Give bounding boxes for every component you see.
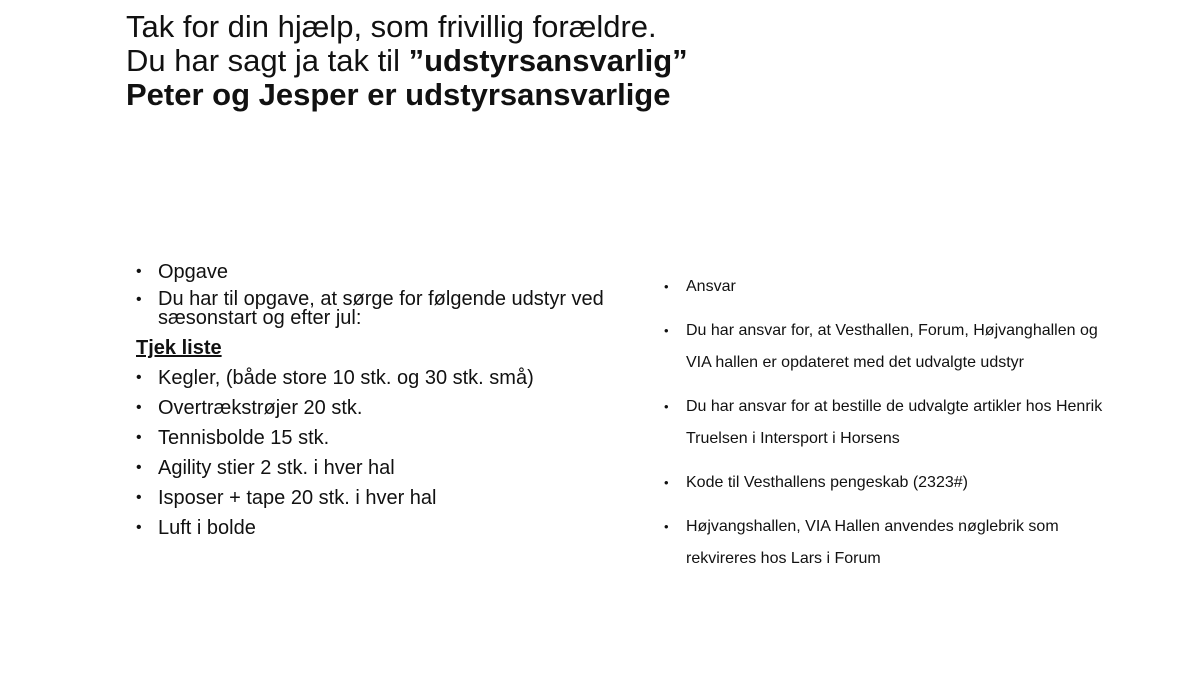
title-line-1: Tak for din hjælp, som frivillig forældre.: [126, 9, 657, 44]
checklist-item-text: Agility stier 2 stk. i hver hal: [158, 457, 395, 479]
bullet-icon: •: [664, 399, 669, 414]
title-role-name: ”udstyrsansvarlig”: [408, 43, 688, 78]
responsibility-item-text: Ansvar: [686, 278, 736, 295]
responsibility-item-text: Du har ansvar for, at Vesthallen, Forum, Højvanghallen og VIA hallen er opdateret med det udvalgte udstyr: [686, 322, 1098, 371]
checklist: [136, 366, 636, 540]
bullet-icon: •: [136, 369, 142, 386]
responsibility-item-text: Højvangshallen, VIA Hallen anvendes nøglebrik som rekvireres hos Lars i Forum: [686, 518, 1059, 567]
responsibility-item: [664, 315, 1104, 379]
list-item-text: Du har til opgave, at sørge for følgende udstyr ved sæsonstart og efter jul:: [158, 288, 604, 329]
checklist-item: [136, 486, 636, 510]
bullet-icon: •: [136, 399, 142, 416]
bullet-icon: •: [136, 291, 142, 308]
bullet-icon: •: [136, 519, 142, 536]
task-column: [136, 260, 636, 546]
title-line-3: Peter og Jesper er udstyrsansvarlige: [126, 77, 671, 112]
bullet-icon: •: [136, 459, 142, 476]
checklist-item: [136, 516, 636, 540]
list-item: [136, 290, 636, 328]
bullet-icon: •: [136, 429, 142, 446]
responsibility-item-text: Du har ansvar for at bestille de udvalgte artikler hos Henrik Truelsen i Intersport i Horsens: [686, 398, 1103, 447]
responsibility-item: [664, 467, 1104, 499]
checklist-item: [136, 366, 636, 390]
list-item-text: Opgave: [158, 261, 229, 283]
checklist-item: [136, 456, 636, 480]
bullet-icon: •: [136, 489, 142, 506]
responsibility-column: [664, 271, 1104, 587]
title-line-2-prefix: Du har sagt ja tak til: [126, 43, 409, 78]
checklist-item-text: Kegler, (både store 10 stk. og 30 stk. små): [158, 367, 534, 389]
bullet-icon: •: [664, 519, 669, 534]
checklist-item-text: Overtrækstrøjer 20 stk.: [158, 397, 363, 419]
checklist-item-text: Isposer + tape 20 stk. i hver hal: [158, 487, 437, 509]
bullet-icon: •: [664, 475, 669, 490]
task-intro-list: [136, 260, 636, 328]
bullet-icon: •: [664, 323, 669, 338]
checklist-item: [136, 426, 636, 450]
checklist-item-text: Tennisbolde 15 stk.: [158, 427, 330, 449]
responsibility-list: [664, 271, 1104, 575]
bullet-icon: •: [136, 263, 142, 280]
responsibility-item: [664, 511, 1104, 575]
title-line-2: [126, 44, 1026, 78]
slide-title: [126, 10, 1026, 112]
responsibility-item: [664, 391, 1104, 455]
checklist-item-text: Luft i bolde: [158, 517, 256, 539]
list-item: [136, 260, 636, 284]
checklist-heading: Tjek liste: [136, 337, 222, 359]
checklist-item: [136, 396, 636, 420]
responsibility-item-text: Kode til Vesthallens pengeskab (2323#): [686, 474, 968, 491]
responsibility-item: [664, 271, 1104, 303]
bullet-icon: •: [664, 279, 669, 294]
